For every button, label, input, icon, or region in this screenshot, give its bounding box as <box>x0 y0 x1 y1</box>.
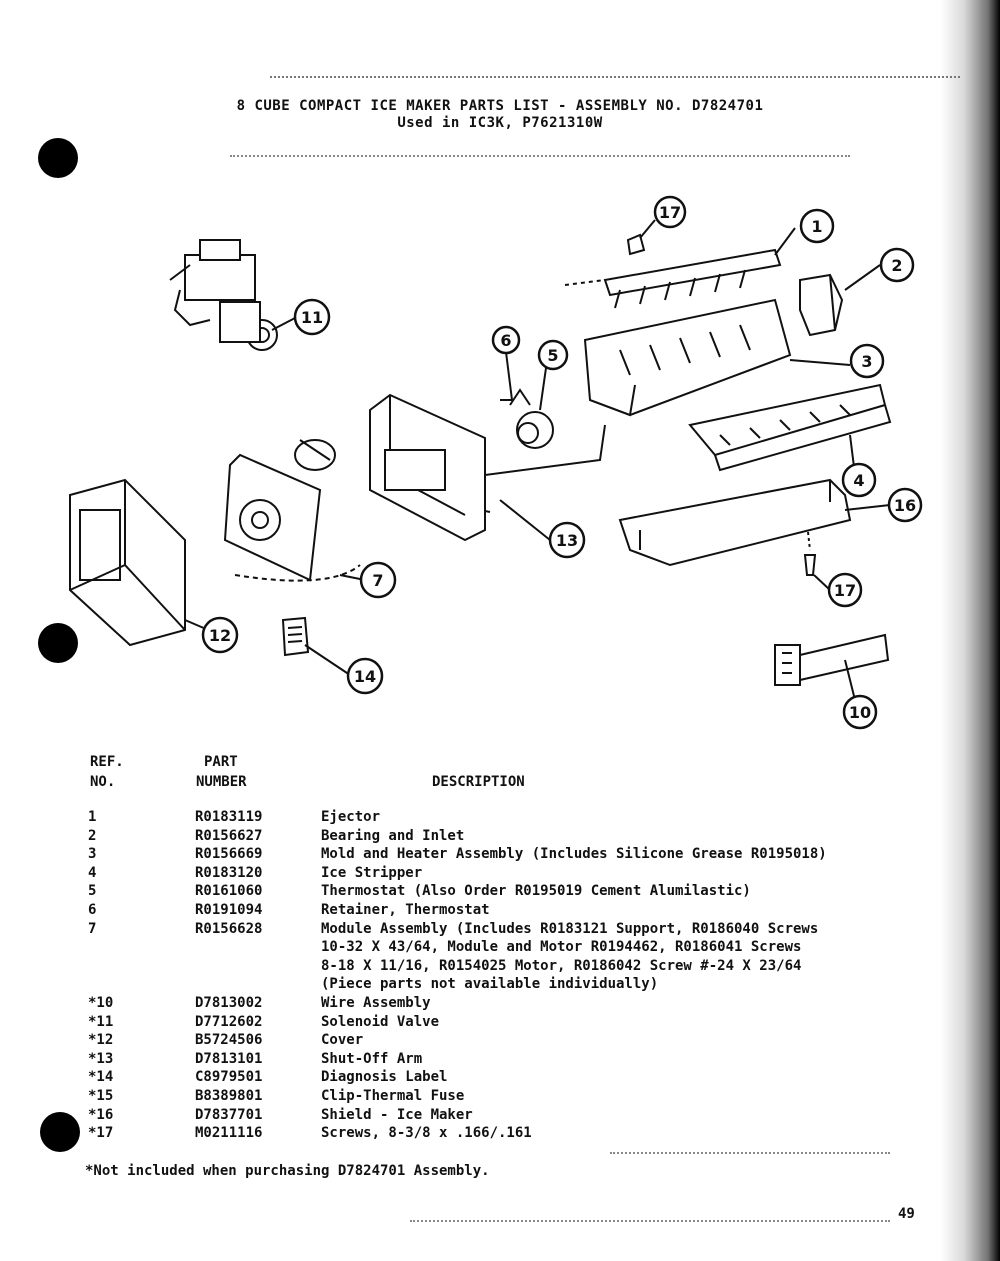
table-row <box>88 920 928 939</box>
title-rule <box>230 155 850 157</box>
screw-drawing <box>805 532 815 575</box>
table-row <box>88 1087 928 1106</box>
svg-text:5: 5 <box>547 346 559 365</box>
ejector-drawing <box>565 250 780 308</box>
table-row <box>88 845 928 864</box>
part-number-cell: D7712602 <box>195 1013 263 1030</box>
ref-cell <box>88 938 195 957</box>
description-cell: Cover <box>321 1032 364 1049</box>
table-row <box>88 901 928 920</box>
part-number-cell <box>195 957 321 976</box>
ref-cell: 3 <box>88 846 97 863</box>
table-row <box>88 975 928 994</box>
ref-cell <box>88 957 195 976</box>
callout-3 <box>851 345 883 377</box>
svg-text:7: 7 <box>372 571 384 590</box>
table-row <box>88 827 928 846</box>
header-ref-line1: REF. <box>90 754 124 770</box>
header-part-line2: NUMBER <box>196 774 247 790</box>
bearing-inlet-drawing <box>800 275 842 335</box>
footnote: *Not included when purchasing D7824701 Assembly. <box>85 1163 490 1179</box>
ref-cell: 1 <box>88 809 97 825</box>
svg-text:11: 11 <box>300 308 324 327</box>
callout-15 <box>655 197 685 227</box>
ref-cell: 4 <box>88 864 97 881</box>
ref-cell: 6 <box>88 901 97 918</box>
ref-cell: *16 <box>88 1106 114 1123</box>
ref-cell: *10 <box>88 994 114 1011</box>
svg-text:17: 17 <box>658 203 682 222</box>
description-cell: Solenoid Valve <box>321 1013 440 1030</box>
part-number-cell: B5724506 <box>195 1032 263 1049</box>
callout-6 <box>493 327 519 353</box>
part-number-cell: R0156627 <box>195 827 263 844</box>
ref-cell: *17 <box>88 1125 114 1142</box>
mold-heater-drawing <box>585 300 790 415</box>
svg-text:4: 4 <box>853 471 865 490</box>
part-number-cell: D7837701 <box>195 1106 263 1123</box>
svg-text:13: 13 <box>555 531 579 550</box>
description-cell: 10-32 X 43/64, Module and Motor R0194462, R0186041 Screws <box>321 939 802 956</box>
description-cell: Thermostat (Also Order R0195019 Cement Alumilastic) <box>321 883 751 900</box>
parts-table <box>88 808 928 1143</box>
header-description: DESCRIPTION <box>432 774 525 790</box>
table-row <box>88 994 928 1013</box>
callout-16 <box>889 489 921 521</box>
description-cell: Ice Stripper <box>321 864 423 881</box>
ref-cell <box>88 975 195 994</box>
title-line-1: 8 CUBE COMPACT ICE MAKER PARTS LIST - ASSEMBLY NO. D7824701 <box>236 98 764 114</box>
part-number-cell: B8389801 <box>195 1087 263 1104</box>
part-number-cell: R0191094 <box>195 901 263 918</box>
wire-assembly-drawing <box>775 635 888 685</box>
callout-2 <box>881 249 913 281</box>
solenoid-valve-drawing <box>170 240 277 350</box>
description-cell: Retainer, Thermostat <box>321 901 490 918</box>
ref-cell: *11 <box>88 1013 114 1030</box>
description-cell: Ejector <box>321 809 381 825</box>
ref-cell: 2 <box>88 827 97 844</box>
description-cell: Wire Assembly <box>321 994 431 1011</box>
header-ref-no <box>90 752 124 792</box>
page-title <box>0 98 1000 132</box>
exploded-parts-diagram <box>30 190 950 750</box>
part-number-cell: R0156628 <box>195 920 263 937</box>
page-number: 49 <box>898 1206 915 1222</box>
bottom-rule <box>410 1220 890 1222</box>
ref-cell: *12 <box>88 1032 114 1049</box>
description-cell: Module Assembly (Includes R0183121 Support, R0186040 Screws <box>321 920 819 937</box>
svg-text:3: 3 <box>861 352 873 371</box>
callout-12 <box>203 618 237 652</box>
footnote-rule <box>610 1152 890 1154</box>
header-part-number <box>196 752 247 792</box>
svg-text:2: 2 <box>891 256 903 275</box>
svg-text:14: 14 <box>353 667 377 686</box>
cover-drawing <box>70 480 185 645</box>
svg-text:12: 12 <box>208 626 232 645</box>
svg-text:16: 16 <box>893 496 917 515</box>
part-number-cell: R0161060 <box>195 883 263 900</box>
ref-cell: 7 <box>88 920 97 937</box>
table-row <box>88 864 928 883</box>
header-rule <box>270 60 960 78</box>
svg-text:6: 6 <box>500 331 512 350</box>
table-row <box>88 808 928 827</box>
part-number-cell: R0156669 <box>195 846 263 863</box>
part-number-cell: R0183119 <box>195 809 263 825</box>
callout-17 <box>829 574 861 606</box>
description-cell: Shield - Ice Maker <box>321 1106 473 1123</box>
header-part-line1: PART <box>204 754 238 770</box>
part-number-cell: R0183120 <box>195 864 263 881</box>
diagnosis-label-drawing <box>283 618 308 655</box>
clip-thermal-fuse-drawing <box>628 235 644 254</box>
header-ref-line2: NO. <box>90 774 116 790</box>
table-row <box>88 957 928 976</box>
ref-cell: *13 <box>88 1050 114 1067</box>
callout-13 <box>550 523 584 557</box>
callout-5 <box>539 341 567 369</box>
part-number-cell: C8979501 <box>195 1069 263 1086</box>
binder-hole <box>38 138 78 178</box>
callout-4 <box>843 464 875 496</box>
table-row <box>88 882 928 901</box>
callout-11 <box>295 300 329 334</box>
binder-hole <box>40 1112 80 1152</box>
part-number-cell <box>195 938 321 957</box>
description-cell: (Piece parts not available individually) <box>321 976 659 993</box>
ref-cell: 5 <box>88 883 97 900</box>
callout-1 <box>801 210 833 242</box>
table-row <box>88 1031 928 1050</box>
table-row <box>88 1013 928 1032</box>
table-row <box>88 938 928 957</box>
module-assembly-drawing <box>225 440 360 581</box>
description-cell: Bearing and Inlet <box>321 827 465 844</box>
description-cell: Screws, 8-3/8 x .166/.161 <box>321 1125 532 1142</box>
svg-text:1: 1 <box>811 217 823 236</box>
description-cell: Clip-Thermal Fuse <box>321 1087 465 1104</box>
module-housing-drawing <box>370 395 485 540</box>
callout-7 <box>361 563 395 597</box>
description-cell: Mold and Heater Assembly (Includes Silicone Grease R0195018) <box>321 846 827 863</box>
part-number-cell: D7813002 <box>195 994 263 1011</box>
ice-stripper-drawing <box>690 385 890 470</box>
title-line-2: Used in IC3K, P7621310W <box>397 115 603 131</box>
description-cell: 8-18 X 11/16, R0154025 Motor, R0186042 Screw #-24 X 23/64 <box>321 957 802 974</box>
part-number-cell <box>195 975 321 994</box>
table-row <box>88 1106 928 1125</box>
table-row <box>88 1124 928 1143</box>
svg-text:17: 17 <box>833 581 857 600</box>
ref-cell: *15 <box>88 1087 114 1104</box>
thermostat-drawing <box>500 390 553 448</box>
ref-cell: *14 <box>88 1069 114 1086</box>
part-number-cell: D7813101 <box>195 1050 263 1067</box>
description-cell: Shut-Off Arm <box>321 1050 423 1067</box>
shield-drawing <box>620 480 850 565</box>
description-cell: Diagnosis Label <box>321 1069 448 1086</box>
callout-14 <box>348 659 382 693</box>
callout-10 <box>844 696 876 728</box>
svg-text:10: 10 <box>848 703 872 722</box>
part-number-cell: M0211116 <box>195 1125 263 1142</box>
table-row <box>88 1068 928 1087</box>
table-row <box>88 1050 928 1069</box>
